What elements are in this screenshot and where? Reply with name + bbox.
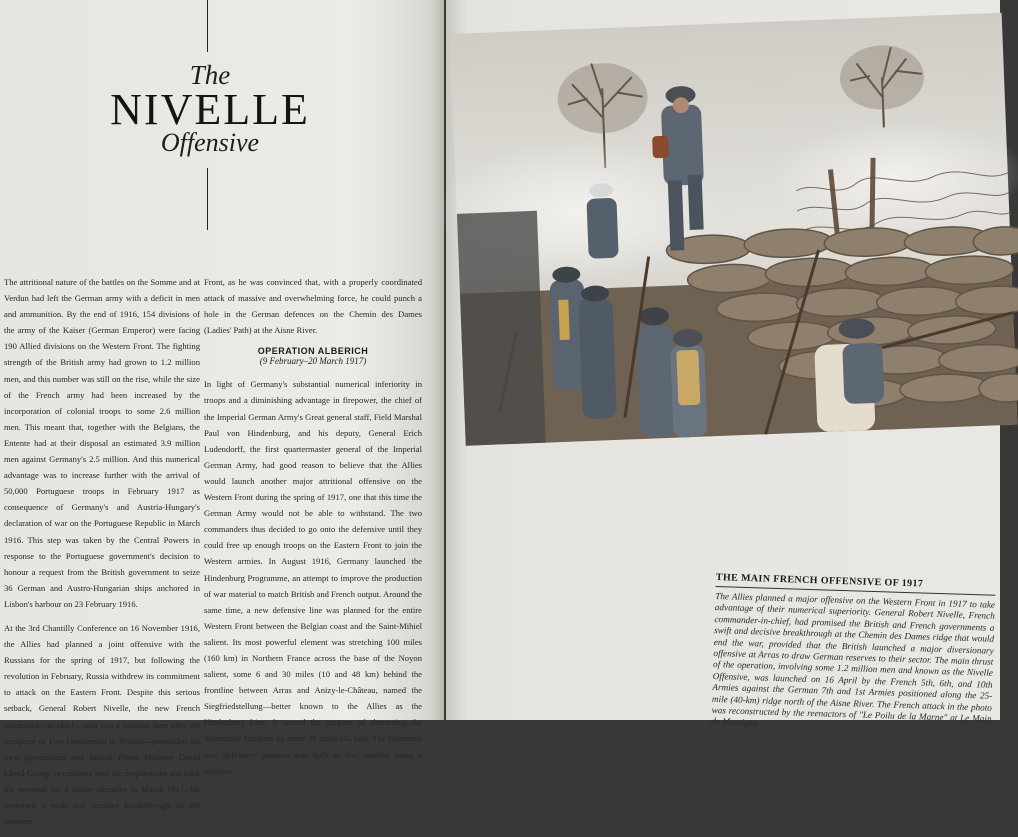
- title-rule-top: [207, 0, 208, 52]
- paragraph-3: Front, as he was convinced that, with a properly coordinated attack of massive and overwhelming force, he could punch a hole in the German defences on the Chemin des Dames (Ladies' Path) at the Aisne River.: [204, 277, 422, 336]
- section-heading: OPERATION ALBERICH: [257, 346, 369, 357]
- paragraph-1: The attritional nature of the battles on the Somme and at Verdun had left the German army with a deficit in men and ammunition. By the end of 1916, 154 divisions of the army of the Kaiser (German Emperor) were facing 190 Allied divisions on the Western Front. The fighting strength of the British army had grown to 1.2 million men, and this number was still on the rise, while the size of the French army had been increased by the incorporation of colonial troops to some 2.6 million men. This meant that, together with the Belgians, the Entente had at their disposal an estimated 3.9 million men against Germany's 2.5 million. And this numerical advantage was to increase further with the arrival of 50,000 Portuguese troops in February 1917 as consequence of Germany's and Austria-Hungary's declaration of war on the Portuguese Republic in March 1916. This step was taken by the Central Powers in response to the Portuguese government's decision to honour a request from the British government to seize 36 German and Austro-Hungarian ships anchored in Lisbon's harbour on 23 February 1916.: [4, 277, 200, 609]
- title-prefix: The: [189, 60, 231, 90]
- title-suffix: Offensive: [160, 128, 260, 157]
- left-text-column: [4, 274, 200, 837]
- photo-caption: [711, 572, 996, 737]
- trench-photo: [450, 13, 1017, 446]
- title-rule-bottom: [207, 168, 208, 230]
- paragraph-2: At the 3rd Chantilly Conference on 16 November 1916, the Allies had planned a joint offensive with the Russians for the spring of 1917, but following the revolution in February, Russia withdrew its commitment to attack on the Eastern Front. Despite this serious setback, General Robert Nivelle, the new French commander-in-chief—who was a national hero after the recapture of Fort Douaumont at Verdun—persuaded his own government and British Prime Minister David Lloyd George to continue with the preparations and back his proposal for a major offensive in March 1917. He promised a swift and decisive breakthrough on the Western: [4, 622, 201, 827]
- page-title: NIVELLE: [110, 85, 310, 134]
- section-dates: (9 February–20 March 1917): [259, 356, 367, 367]
- left-page: [0, 0, 444, 827]
- paragraph-4: In light of Germany's substantial numerical inferiority in troops and a diminishing advantage in firepower, the chief of the Imperial German Army's Great general staff, Field Marshal Paul von Hindenburg, and his deputy, General Erich Ludendorff, the first quartermaster general of the Imperial German Army, had good reason to believe that the Allies would launch another major attritional offensive on the Western Front during the spring of 1917, one that this time the German Army would not be able to withstand. The two commanders thus decided to go onto the defensive until they could free up enough troops on the Eastern Front to join the Western armies. In August 1916, Germany launched the Hindenburg Programme, an attempt to improve the production of war material to match British and French output. Around the same time, a new defensive line was planned for the entire Western Front between the Belgian coast and the Saint-Mihiel salient. Its most powerful element was stretching 100 miles (160 km) in Northern France across the base of the Noyon salient, some 6 and 30 miles (10 and 48 km) behind the frontline between Arras and Anizy-le-Château, named the Siegfriedstellung—better known to the Allies as the Hindenburg Line. It served the purpose of shortening the defendable frontline by some 28 miles (45 km). The enormous new defensive position was built in five months using a massive: [204, 379, 422, 776]
- caption-title: THE MAIN FRENCH OFFENSIVE OF 1917: [715, 572, 924, 590]
- caption-text: The Allies planned a major offensive on the Western Front in 1917 to take advantage of their numerical superiority. General Robert Nivelle, French commander-in-chief, had promised the British and French governments a swift and decisive breakthrough at the Chemin des Dames ridge that would end the war, provided that the British launched a major diversionary offensive at Arras to draw German reserves to their sector. The main thrust of the operation, involving some 1.2 million men and known as the Nivelle Offensive, was launched on 16 April by the French 5th, 6th, and 10th Armies against the German 7th and 1st Armies positioned along the 25-mile (40-km) ridge north of the Aisne River. The French attack in the photo was reconstructed by the reenactors of "Le Poilu de la Marne" at Le Main de Massiges.: [711, 590, 996, 728]
- right-text-column: [204, 274, 422, 787]
